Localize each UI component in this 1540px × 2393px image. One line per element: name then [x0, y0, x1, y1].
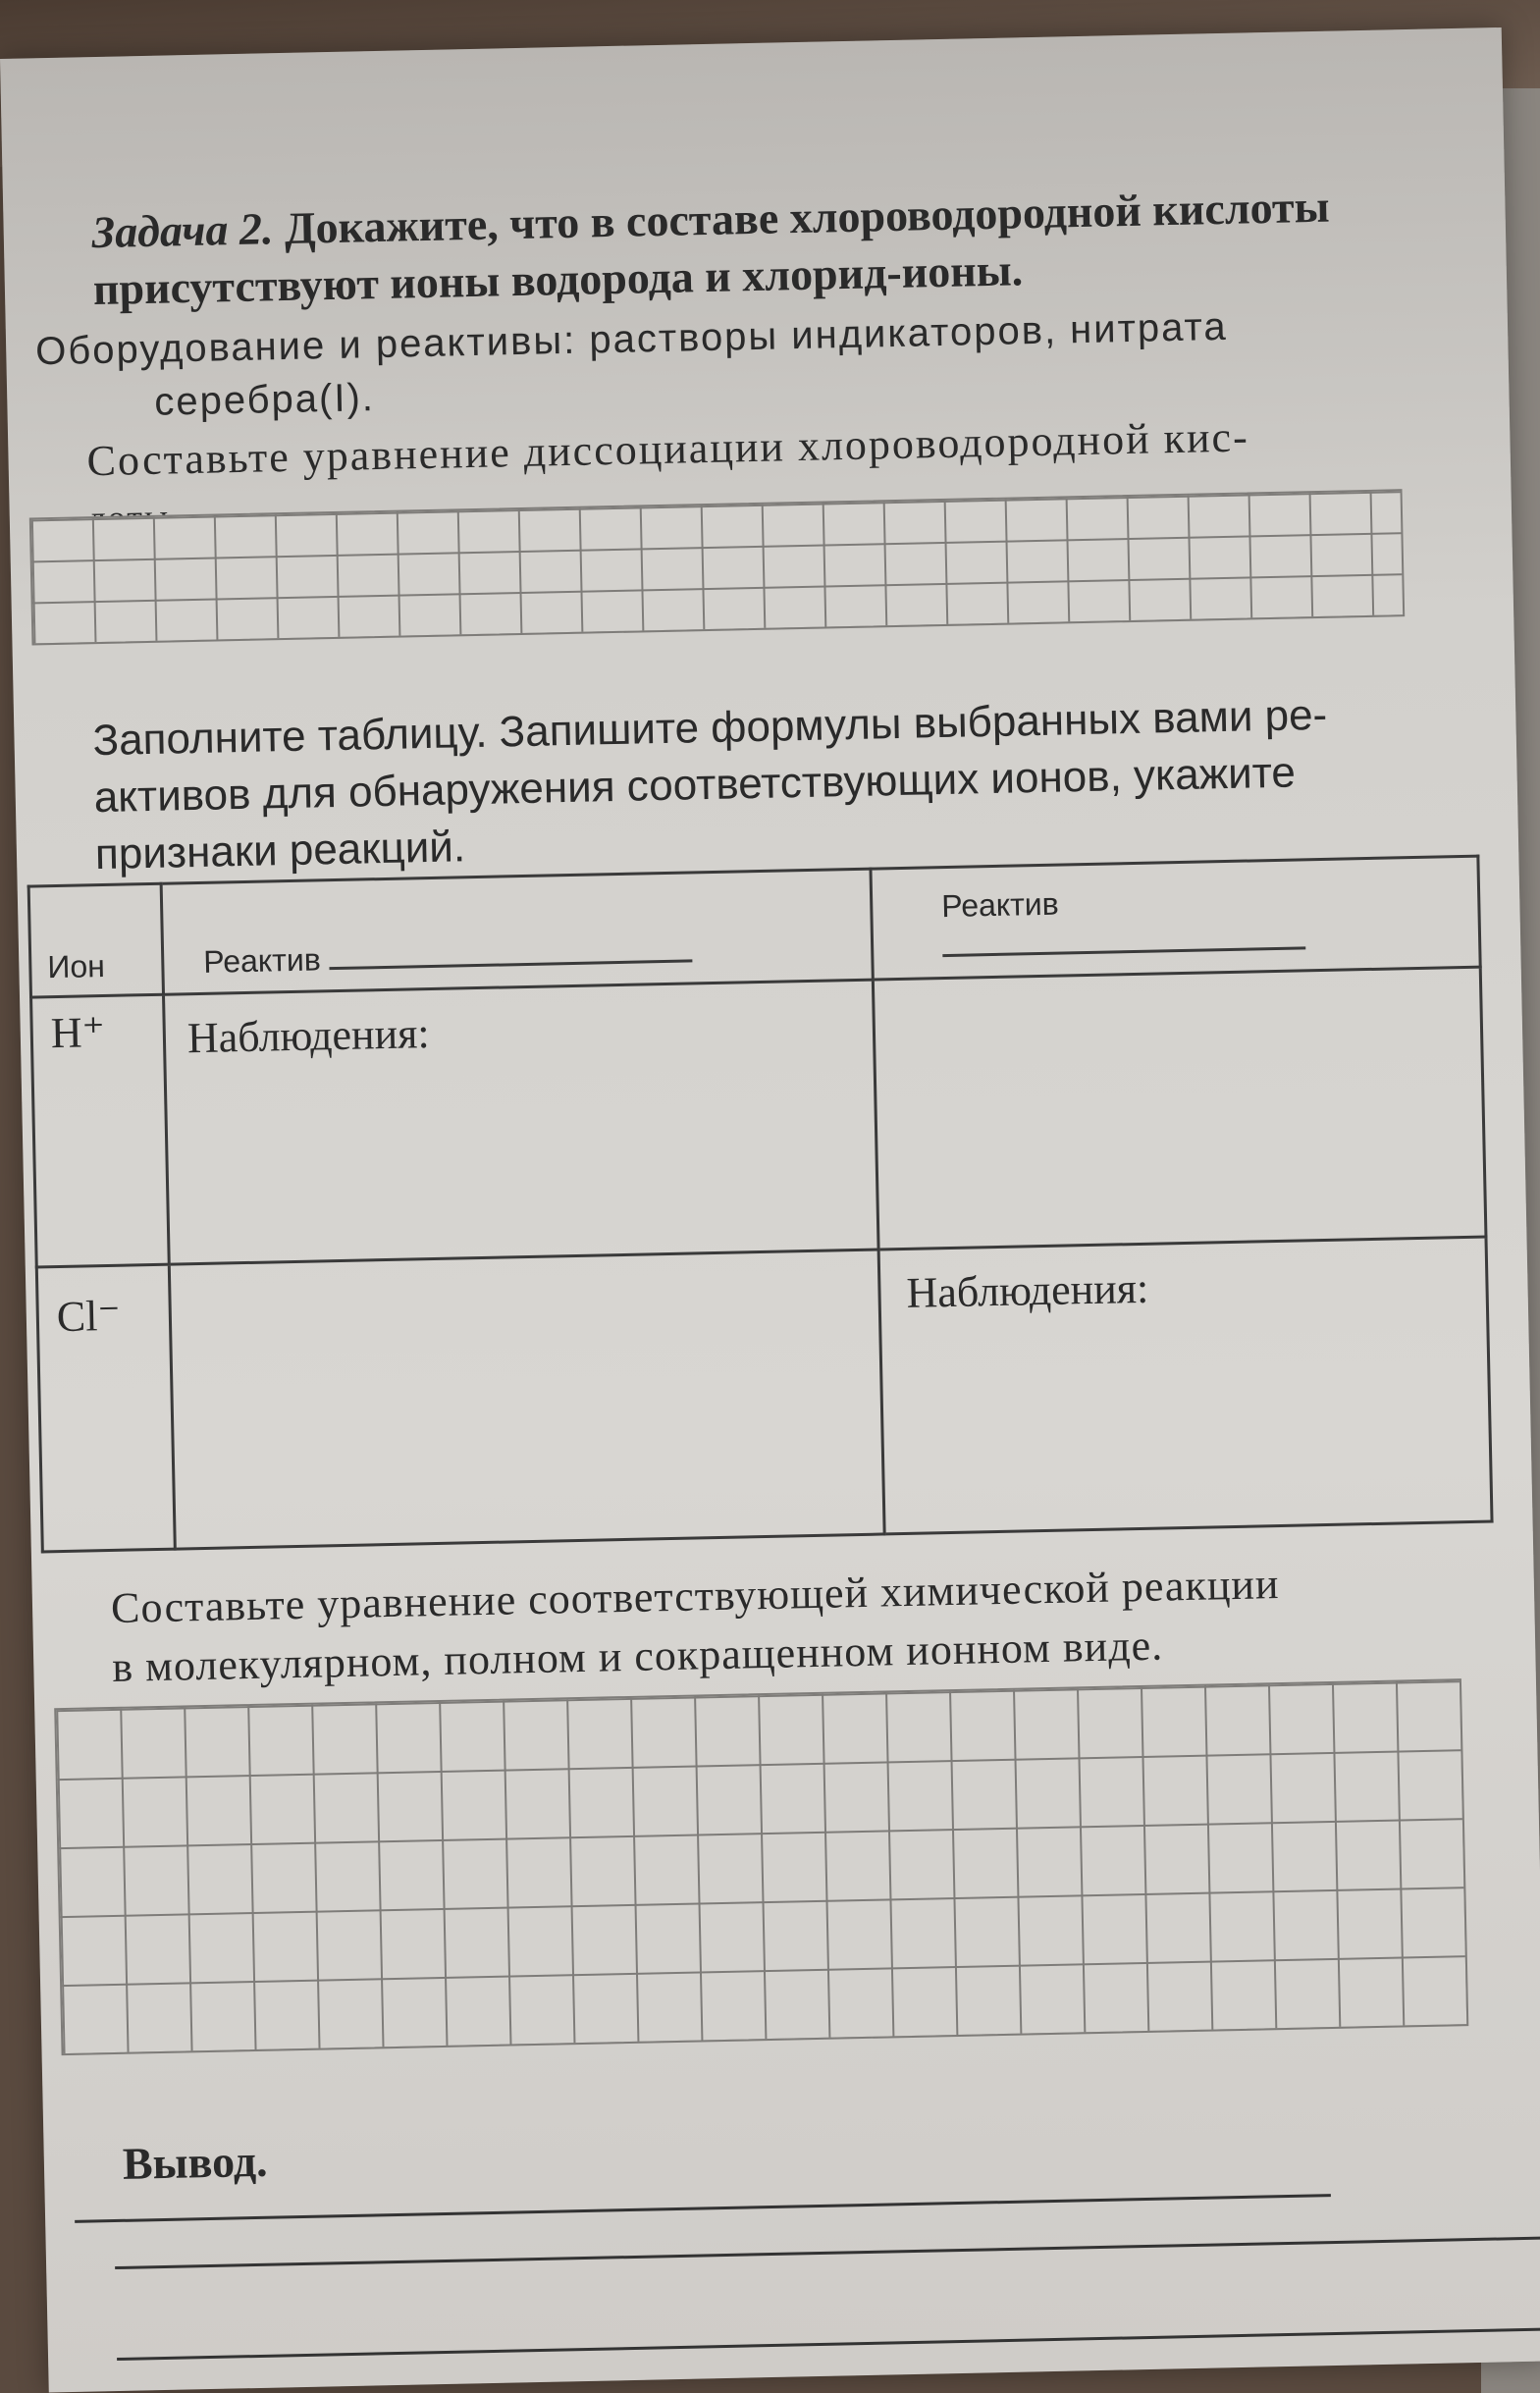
ion-cl-text: Cl⁻ — [56, 1291, 122, 1342]
observations-label-cl: Наблюдения: — [906, 1263, 1149, 1317]
task-text-line2: присутствуют ионы водорода и хлорид-ионы. — [92, 244, 1024, 315]
observations-cell-h[interactable] — [163, 980, 878, 1264]
dissociation-line1: Составьте уравнение диссоциации хлороводородной кис- — [86, 412, 1250, 486]
reagent-answer-cell-h[interactable] — [169, 1250, 884, 1549]
reagent-label-cl: Реактив — [940, 885, 1060, 925]
page-content — [32, 176, 1491, 2362]
reagent-header-h — [161, 869, 873, 994]
observations-label-h: Наблюдения: — [186, 1009, 431, 1063]
reagent-h-blank[interactable] — [329, 930, 693, 970]
reagent-header-cl — [871, 856, 1480, 980]
reagent-answer-cell-cl[interactable] — [873, 967, 1486, 1250]
ion-detection-table — [27, 855, 1494, 1554]
equation-answer-grid[interactable] — [54, 1678, 1468, 2055]
equipment-line2: серебра(I). — [153, 376, 376, 424]
equipment-line1: Оборудование и реактивы: растворы индикаторов, нитрата — [34, 304, 1229, 374]
task-text-line1: Докажите, что в составе хлороводородной кислоты — [284, 181, 1330, 253]
ion-header-text: Ион — [47, 947, 106, 985]
ion-column-header — [28, 883, 163, 997]
table-prompt-line2: активов для обнаружения соответствующих ионов, укажите — [93, 748, 1297, 823]
equation-line1: Составьте уравнение соответствующей химической реакции — [110, 1560, 1280, 1632]
table-row — [36, 1237, 1492, 1552]
conclusion-label: Вывод. — [122, 2135, 269, 2189]
equation-line2: в молекулярном, полном и сокращенном ионном виде. — [111, 1621, 1164, 1691]
workbook-page — [0, 27, 1540, 2393]
observations-cell-cl[interactable] — [878, 1237, 1492, 1534]
table-prompt-line1: Заполните таблицу. Запишите формулы выбранных вами ре- — [92, 690, 1328, 766]
conclusion-line-3[interactable] — [116, 2288, 1540, 2361]
equation-prompt — [110, 1551, 1476, 1697]
table-prompt-line3: признаки реакций. — [94, 823, 466, 879]
task-number: Задача 2. — [91, 203, 274, 258]
table-prompt — [92, 684, 1460, 883]
table-row — [31, 967, 1486, 1267]
ion-cell-cl — [36, 1264, 175, 1552]
ion-cell-h — [31, 994, 170, 1267]
reagent-label-h: Реактив — [202, 941, 322, 980]
dissociation-answer-grid[interactable] — [29, 489, 1405, 645]
task-heading — [91, 176, 1448, 318]
ion-h-text: H⁺ — [50, 1007, 106, 1058]
reagent-cl-blank[interactable] — [942, 917, 1306, 957]
